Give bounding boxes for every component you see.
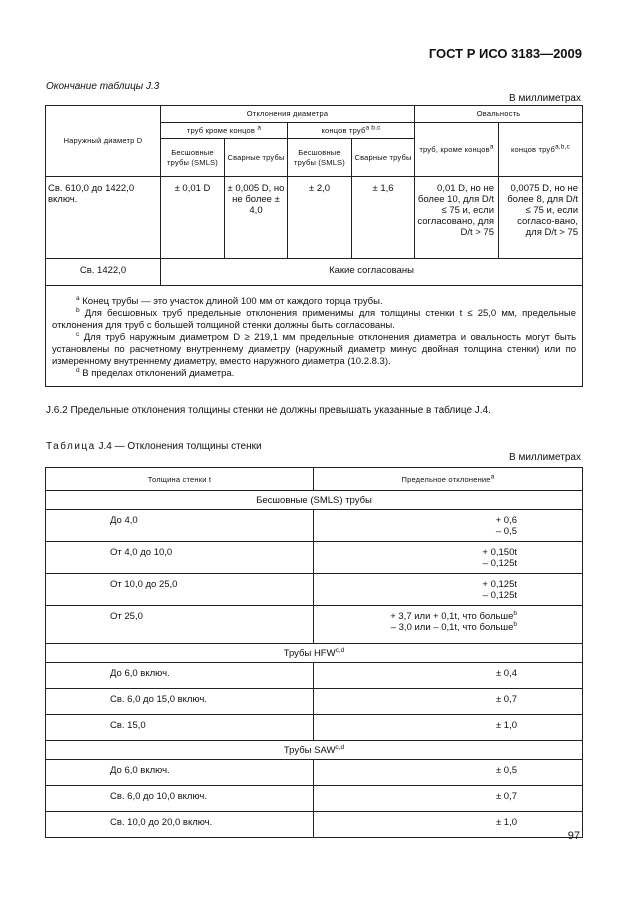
saw-row-3-thickness: Св. 10,0 до 20,0 включ.: [46, 812, 314, 838]
head-except-ends: труб кроме концов $^a$: [161, 123, 288, 139]
table3-unit: В миллиметрах: [509, 93, 581, 104]
table4-unit: В миллиметрах: [509, 452, 581, 463]
row1-ends-smls: ± 2,0: [288, 177, 352, 259]
group-smls: Бесшовные (SMLS) трубы: [46, 491, 583, 510]
group-saw: Трубы SAW$^{c,d}$: [46, 741, 583, 760]
table-j4: [45, 467, 583, 838]
hfw-row-2-thickness: Св. 6,0 до 15,0 включ.: [46, 689, 314, 715]
head-wall-thickness: Толщина стенки t: [46, 468, 314, 491]
hfw-row-1-deviation: ± 0,4: [314, 663, 583, 689]
table-j3: [45, 105, 583, 387]
hfw-row-1-thickness: До 6,0 включ.: [46, 663, 314, 689]
table4-caption: Таблица J.4 — Отклонения толщины стенки: [46, 441, 262, 452]
smls-row-4-thickness: От 25,0: [46, 606, 314, 644]
smls-row-2-deviation: + 0,150t – 0,125t: [314, 542, 583, 574]
row1-ends-welded: ± 1,6: [352, 177, 415, 259]
page-number: 97: [567, 830, 580, 842]
smls-row-1-thickness: До 4,0: [46, 510, 314, 542]
head-outer-diameter: Наружный диаметр D: [46, 106, 161, 177]
row2-diameter: Св. 1422,0: [46, 259, 161, 286]
head-welded: Сварные трубы: [225, 139, 288, 177]
standard-header: ГОСТ Р ИСО 3183—2009: [428, 46, 582, 61]
row1-oval-ends: 0,0075 D, но не более 8, для D/t ≤ 75 и, если согласо-вано, для D/t > 75: [499, 177, 583, 259]
head-smls: Бесшовные трубы (SMLS): [161, 139, 225, 177]
table3-caption: Окончание таблицы J.3: [46, 81, 160, 92]
saw-row-1-thickness: До 6,0 включ.: [46, 760, 314, 786]
note-d: $^d$ В пределах отклонений диаметра.: [76, 366, 235, 379]
head-oval-except: труб, кроме концов$^a$: [415, 123, 499, 177]
table3-notes: [46, 286, 583, 387]
row1-welded: ± 0,005 D, но не более ± 4,0: [225, 177, 288, 259]
head-limit-deviation: Предельное отклонение$^a$: [314, 468, 583, 491]
head-ends-welded: Сварные трубы: [352, 139, 415, 177]
saw-row-1-deviation: ± 0,5: [314, 760, 583, 786]
hfw-row-3-thickness: Св. 15,0: [46, 715, 314, 741]
smls-row-3-thickness: От 10,0 до 25,0: [46, 574, 314, 606]
hfw-row-2-deviation: ± 0,7: [314, 689, 583, 715]
note-b: $^b$ Для бесшовных труб предельные отклонения применимы для толщины стенки t ≤ 25,0 мм, предельные отклонения для труб с большей толщиной стенки должны быть согласованы.: [52, 306, 577, 331]
smls-row-2-thickness: От 4,0 до 10,0: [46, 542, 314, 574]
group-hfw: Трубы HFW$^{c,d}$: [46, 644, 583, 663]
smls-row-3-deviation: + 0,125t – 0,125t: [314, 574, 583, 606]
row1-smls: ± 0,01 D: [161, 177, 225, 259]
saw-row-3-deviation: ± 1,0: [314, 812, 583, 838]
row2-value: Какие согласованы: [161, 259, 583, 286]
hfw-row-3-deviation: ± 1,0: [314, 715, 583, 741]
paragraph-j62: J.6.2 Предельные отклонения толщины стенки не должны превышать указанные в таблице J.4.: [46, 405, 491, 416]
saw-row-2-deviation: ± 0,7: [314, 786, 583, 812]
smls-row-4-deviation: + 3,7 или + 0,1t, что больше$^b$ – 3,0 или – 0,1t, что больше$^b$: [314, 606, 583, 644]
note-a: $^a$ Конец трубы — это участок длиной 100 мм от каждого торца трубы.: [76, 294, 383, 307]
saw-row-2-thickness: Св. 6,0 до 10,0 включ.: [46, 786, 314, 812]
head-diameter-deviations: Отклонения диаметра: [161, 106, 415, 123]
smls-row-1-deviation: + 0,6 – 0,5: [314, 510, 583, 542]
head-ovality: Овальность: [415, 106, 583, 123]
head-ends: концов труб$^{a b,c}$: [288, 123, 415, 139]
row1-oval-body: 0,01 D, но не более 10, для D/t ≤ 75 и, если согласовано, для D/t > 75: [415, 177, 499, 259]
head-oval-ends: концов труб$^{a,b,c}$: [499, 123, 583, 177]
row1-diameter: Св. 610,0 до 1422,0 включ.: [46, 177, 161, 259]
note-c: $^c$ Для труб наружным диаметром D ≥ 219,1 мм предельные отклонения диаметра и овальность могут быть установлены по расчетному внутреннему диаметру (наружный диаметр минус двойная толщина стенки) или по измеренному внутреннему диаметру, вместо наружного диаметра (10.2.8.3).: [52, 330, 577, 367]
head-ends-smls: Бесшовные трубы (SMLS): [288, 139, 352, 177]
